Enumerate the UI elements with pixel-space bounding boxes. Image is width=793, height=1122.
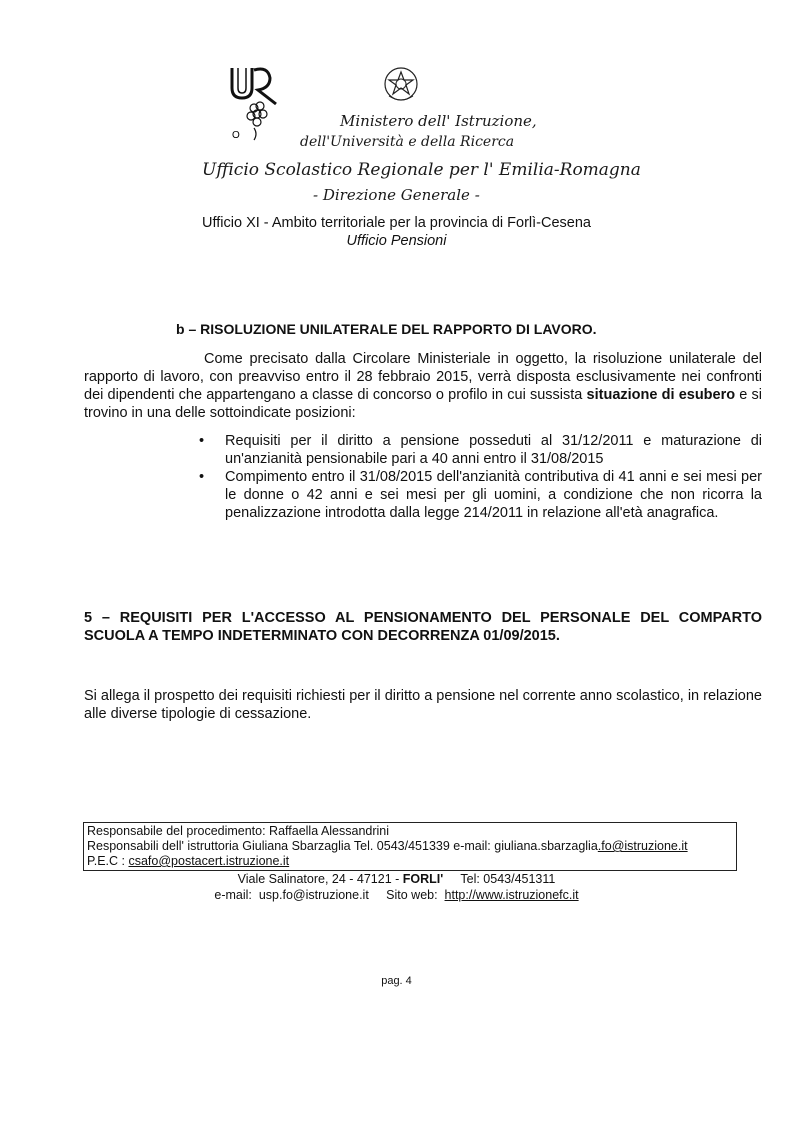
list-item: • Requisiti per il diritto a pensione posseduti al 31/12/2011 e maturazione di un'anzianità pensionabile pari a 40 anni entro il 31/08/2015 [199, 433, 762, 467]
istruttoria-email-link[interactable]: .fo@istruzione.it [597, 839, 688, 853]
responsabile-line: Responsabile del procedimento: Raffaella Alessandrini [87, 824, 390, 838]
section-b-title: b – RISOLUZIONE UNILATERALE DEL RAPPORTO DI LAVORO. [176, 321, 597, 337]
list-item: • Compimento entro il 31/08/2015 dell'anzianità contributiva di 41 anni e sei mesi per le donne o 42 anni e sei mesi per gli uomini, a condizione che non ricorra la penalizzazione introdotta dalla legge 214/2011 in relazione all'età anagrafica. [199, 469, 762, 521]
bullet-icon: • [199, 433, 205, 449]
istruttoria-line: Responsabili dell' istruttoria Giuliana Sbarzaglia Tel. 0543/451339 e-mail: giuliana.sbarzaglia.fo@istruzione.it [87, 839, 688, 853]
office-subtitle: Ufficio Pensioni [346, 233, 447, 249]
logo-o-mark: O [232, 130, 240, 141]
section-b-paragraph: Come precisato dalla Circolare Ministeriale in oggetto, la risoluzione unilaterale del rapporto di lavoro, con preavviso entro il 28 febbraio 2015, verrà disposta esclusivamente nei confronti dei dipendenti che appartengano a classe di concorso o profilo in cui sussista situazione di esubero e si trovino in una delle sottoindicate posizioni: [84, 351, 763, 421]
italian-emblem-icon [383, 66, 419, 104]
section-5-title: 5 – REQUISITI PER L'ACCESSO AL PENSIONAMENTO DEL PERSONALE DEL COMPARTO SCUOLA A TEMPO INDETERMINATO CON DECORRENZA 01/09/2015. [84, 610, 762, 644]
regional-office-line: Ufficio Scolastico Regionale per l' Emilia-Romagna [202, 160, 641, 180]
usr-logo [228, 64, 288, 144]
email-web-line: e-mail: usp.fo@istruzione.it Sito web: http://www.istruzionefc.it [214, 888, 579, 902]
office-line: Ufficio XI - Ambito territoriale per la provincia di Forlì-Cesena [202, 215, 591, 231]
address-line: Viale Salinatore, 24 - 47121 - FORLI' Tel: 0543/451311 [237, 872, 556, 886]
pec-email-link[interactable]: csafo@postacert.istruzione.it [128, 854, 290, 868]
pec-line: P.E.C : csafo@postacert.istruzione.it [87, 854, 290, 868]
directorate-line: - Direzione Generale - [313, 186, 480, 204]
section-5-paragraph: Si allega il prospetto dei requisiti richiesti per il diritto a pensione nel corrente anno scolastico, in relazione alle diverse tipologie di cessazione. [84, 688, 762, 722]
bullet-list [199, 432, 762, 522]
ministry-line: Ministero dell' Istruzione, [340, 112, 537, 130]
ministry-line-2: dell'Università e della Ricerca [300, 134, 515, 150]
website-link[interactable]: http://www.istruzionefc.it [444, 888, 579, 902]
page-number: pag. 4 [381, 975, 412, 987]
bullet-icon: • [199, 469, 205, 485]
contact-box [83, 822, 737, 871]
